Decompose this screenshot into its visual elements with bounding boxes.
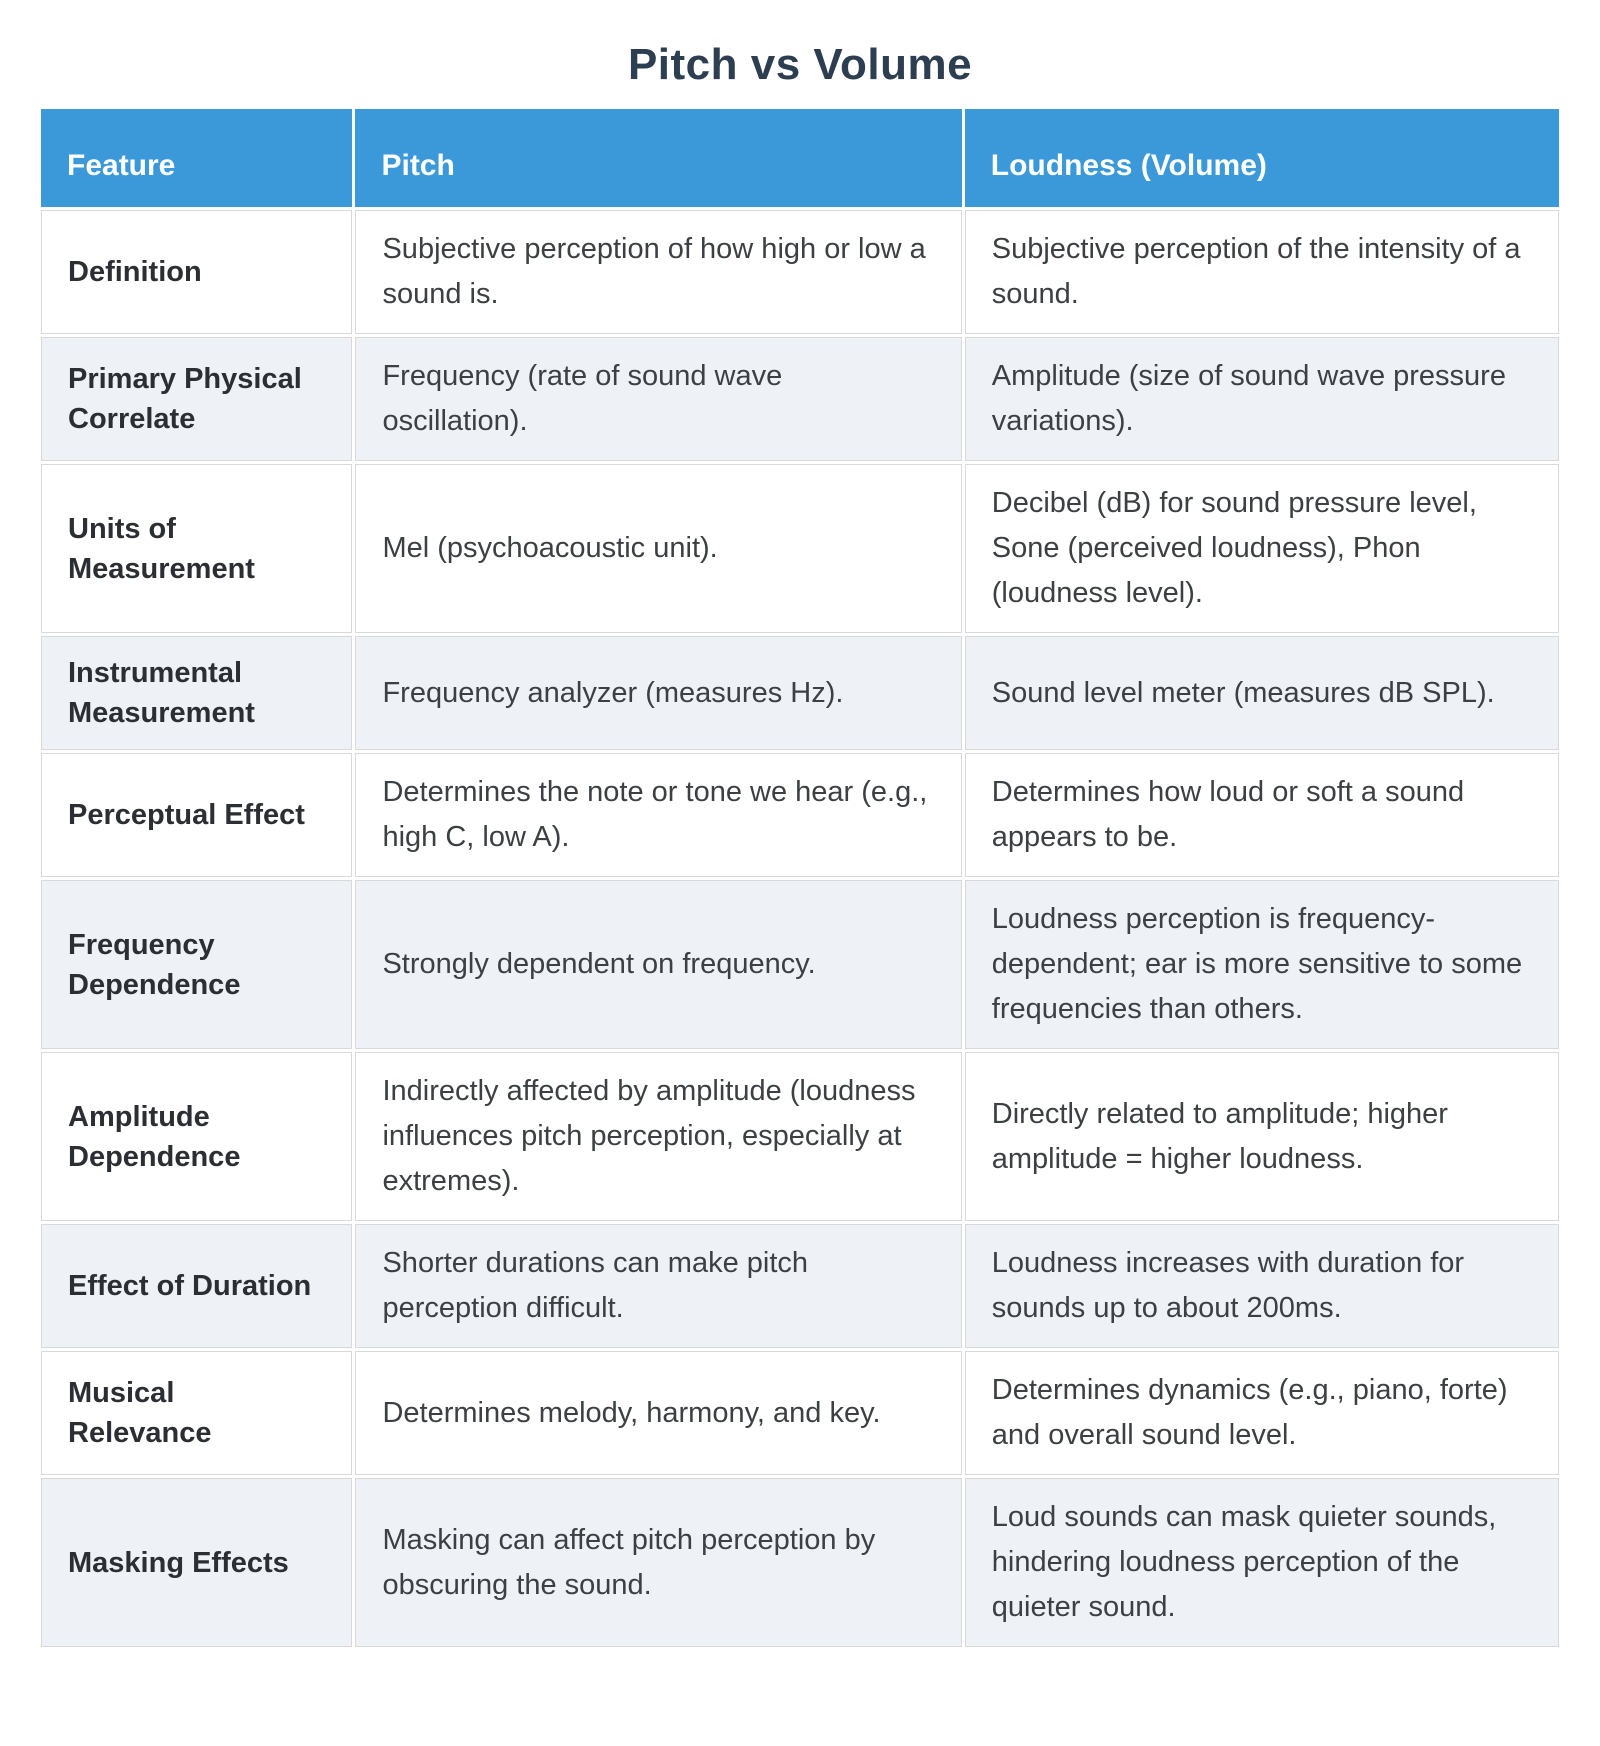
page-title: Pitch vs Volume	[627, 40, 973, 89]
feature-cell: Musical Relevance	[41, 1351, 352, 1475]
feature-cell: Masking Effects	[41, 1478, 352, 1647]
loudness-cell: Sound level meter (measures dB SPL).	[965, 636, 1559, 750]
pitch-cell: Determines melody, harmony, and key.	[355, 1351, 961, 1475]
feature-cell: Frequency Dependence	[41, 880, 352, 1049]
table-row	[41, 636, 1559, 750]
pitch-cell: Mel (psychoacoustic unit).	[355, 464, 961, 633]
pitch-cell: Strongly dependent on frequency.	[355, 880, 961, 1049]
table-row	[41, 464, 1559, 633]
comparison-table	[38, 106, 1562, 1650]
table-row	[41, 753, 1559, 877]
column-header-loudness: Loudness (Volume)	[965, 109, 1559, 207]
loudness-cell: Directly related to amplitude; higher amplitude = higher loudness.	[965, 1052, 1559, 1221]
pitch-cell: Masking can affect pitch perception by obscuring the sound.	[355, 1478, 961, 1647]
column-header-feature: Feature	[41, 109, 352, 207]
loudness-cell: Loudness perception is frequency-dependent; ear is more sensitive to some frequencies than others.	[965, 880, 1559, 1049]
loudness-cell: Loud sounds can mask quieter sounds, hindering loudness perception of the quieter sound.	[965, 1478, 1559, 1647]
feature-cell: Definition	[41, 210, 352, 334]
pitch-cell: Subjective perception of how high or low a sound is.	[355, 210, 961, 334]
pitch-cell: Frequency analyzer (measures Hz).	[355, 636, 961, 750]
table-row	[41, 1351, 1559, 1475]
header-row	[41, 109, 1559, 207]
loudness-cell: Determines how loud or soft a sound appears to be.	[965, 753, 1559, 877]
feature-cell: Units of Measurement	[41, 464, 352, 633]
feature-cell: Effect of Duration	[41, 1224, 352, 1348]
table-row	[41, 210, 1559, 334]
loudness-cell: Decibel (dB) for sound pressure level, Sone (perceived loudness), Phon (loudness level).	[965, 464, 1559, 633]
table-row	[41, 1478, 1559, 1647]
column-header-pitch: Pitch	[355, 109, 961, 207]
feature-cell: Instrumental Measurement	[41, 636, 352, 750]
pitch-cell: Frequency (rate of sound wave oscillation).	[355, 337, 961, 461]
table-row	[41, 1052, 1559, 1221]
feature-cell: Perceptual Effect	[41, 753, 352, 877]
loudness-cell: Amplitude (size of sound wave pressure variations).	[965, 337, 1559, 461]
table-row	[41, 337, 1559, 461]
pitch-cell: Indirectly affected by amplitude (loudness influences pitch perception, especially at extremes).	[355, 1052, 961, 1221]
pitch-cell: Determines the note or tone we hear (e.g., high C, low A).	[355, 753, 961, 877]
feature-cell: Amplitude Dependence	[41, 1052, 352, 1221]
loudness-cell: Determines dynamics (e.g., piano, forte) and overall sound level.	[965, 1351, 1559, 1475]
loudness-cell: Loudness increases with duration for sounds up to about 200ms.	[965, 1224, 1559, 1348]
loudness-cell: Subjective perception of the intensity of a sound.	[965, 210, 1559, 334]
table-row	[41, 1224, 1559, 1348]
pitch-cell: Shorter durations can make pitch perception difficult.	[355, 1224, 961, 1348]
feature-cell: Primary Physical Correlate	[41, 337, 352, 461]
table-row	[41, 880, 1559, 1049]
